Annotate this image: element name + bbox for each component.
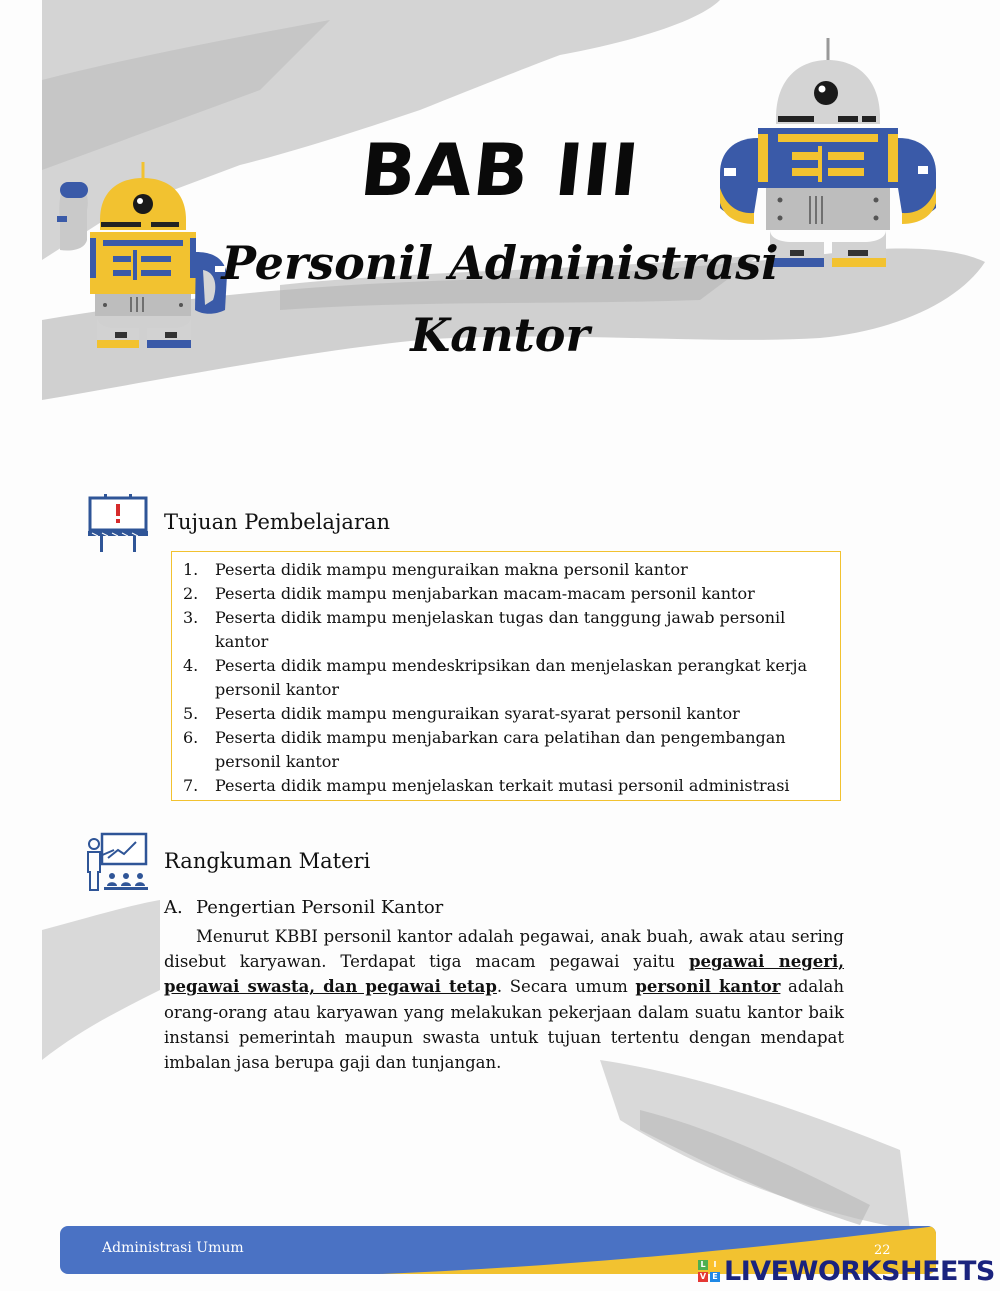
objectives-list (172, 558, 840, 798)
objective-item (172, 726, 840, 774)
teacher-presentation-icon (84, 832, 150, 892)
objective-item (172, 606, 840, 654)
objective-item (172, 558, 840, 582)
objective-number: 4. (183, 656, 199, 675)
footer-page-number: 22 (874, 1243, 891, 1258)
chapter-subtitle-line1: Personil Administrasi (221, 236, 779, 290)
liveworksheets-logo-icon (698, 1260, 720, 1282)
paragraph-underlined-term: pegawai negeri, pegawai swasta, dan pegawai tetap (164, 952, 845, 997)
objective-text: Peserta didik mampu menjelaskan terkait mutasi personil administrasi (215, 776, 790, 795)
subsection-heading (164, 897, 443, 918)
paragraph-text: adalah orang-orang atau karyawan yang melakukan pekerjaan dalam suatu kantor baik instansi pemerintah maupun swasta untuk tujuan tertentu dengan mendapat imbalan jasa berupa gaji dan tunjangan. (164, 977, 844, 1073)
logo-letter: I (710, 1260, 720, 1270)
logo-letter: L (698, 1260, 708, 1270)
objective-text: Peserta didik mampu menguraikan makna personil kantor (215, 560, 688, 579)
subsection-letter: A. (164, 897, 183, 918)
objective-item (172, 702, 840, 726)
paragraph-underlined-term: personil kantor (635, 977, 781, 997)
objective-text: Peserta didik mampu menjabarkan macam-macam personil kantor (215, 584, 755, 603)
objective-text: Peserta didik mampu menjelaskan tugas dan tanggung jawab personil kantor (215, 608, 786, 651)
paragraph-text: . Secara umum (496, 977, 636, 997)
objective-text: Peserta didik mampu menjabarkan cara pelatihan dan pengembangan personil kantor (215, 728, 786, 771)
objectives-heading: Tujuan Pembelajaran (164, 510, 391, 534)
objective-number: 2. (183, 584, 199, 603)
logo-letter: V (699, 1272, 707, 1281)
objective-text: Peserta didik mampu menguraikan syarat-syarat personil kantor (215, 704, 740, 723)
objective-number: 6. (183, 728, 199, 747)
liveworksheets-brand-text: LIVEWORKSHEETS (724, 1255, 995, 1287)
objective-item (172, 774, 840, 798)
billboard-alert-icon (86, 494, 150, 554)
objective-item (172, 654, 840, 702)
chapter-title: BAB III (356, 128, 644, 212)
objective-number: 1. (183, 560, 199, 579)
subsection-title: Pengertian Personil Kantor (196, 897, 444, 918)
objective-number: 5. (183, 704, 199, 723)
summary-paragraph (164, 924, 844, 1075)
summary-heading: Rangkuman Materi (164, 849, 371, 873)
objective-number: 7. (183, 776, 199, 795)
objectives-box (171, 551, 841, 801)
objective-number: 3. (183, 608, 199, 627)
paragraph-text: Menurut KBBI personil kantor adalah pegawai, anak buah, awak atau sering disebut karyawan. Terdapat tiga macam pegawai yaitu (164, 927, 844, 972)
logo-letter: E (710, 1272, 720, 1282)
objective-text: Peserta didik mampu mendeskripsikan dan menjelaskan perangkat kerja personil kantor (215, 656, 807, 699)
chapter-subtitle-line2: Kantor (410, 308, 590, 362)
footer-course-label: Administrasi Umum (102, 1240, 244, 1256)
objective-item (172, 582, 840, 606)
liveworksheets-logo[interactable] (698, 1256, 995, 1286)
